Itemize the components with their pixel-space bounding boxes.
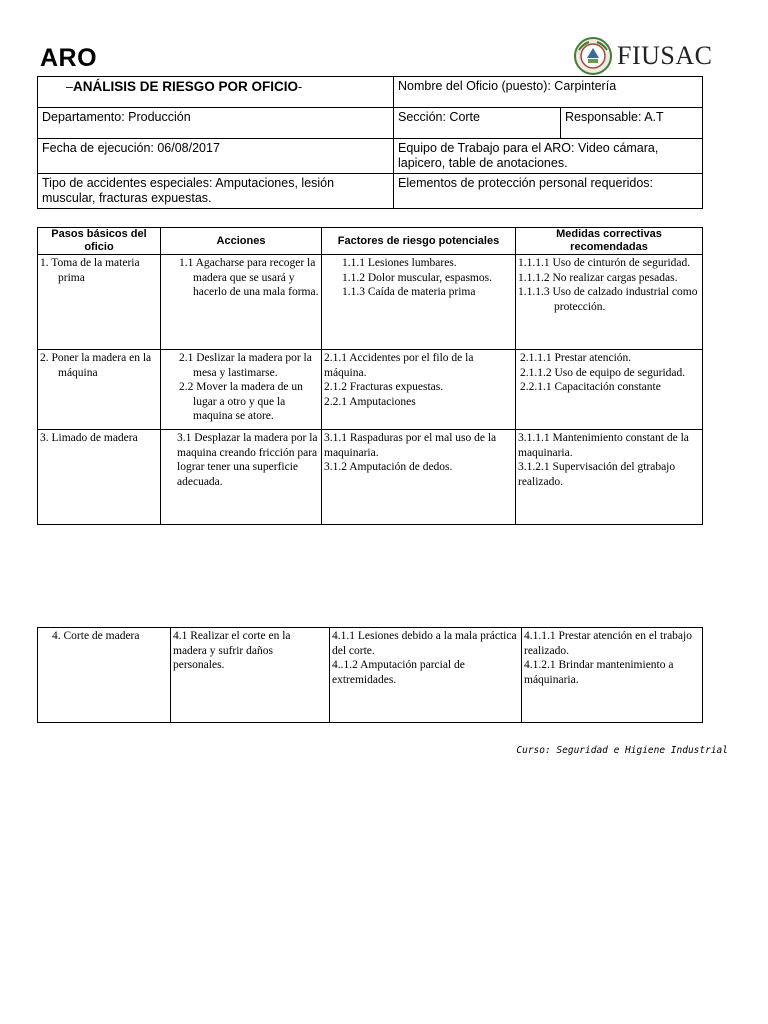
risk-item: 4.1.1 Lesiones debido a la mala práctica del corte.	[332, 630, 517, 657]
action-item: 2.1 Deslizar la madera por la mesa y lastimarse.	[179, 352, 312, 379]
risks-cell	[330, 628, 522, 723]
risks-cell	[322, 430, 516, 525]
special-accidents-cell: Tipo de accidentes especiales: Amputaciones, lesión muscular, fracturas expuestas.	[38, 174, 394, 209]
measure-item: 1.1.1.2 No realizar cargas pesadas.	[518, 271, 678, 284]
job-name-cell: Nombre del Oficio (puesto): Carpintería	[394, 77, 703, 108]
responsible-cell: Responsable: A.T	[561, 108, 703, 139]
fiusac-logo	[573, 34, 733, 78]
university-seal-icon	[573, 36, 613, 76]
risk-item: 2.2.1 Amputaciones	[324, 395, 416, 408]
execution-date-cell: Fecha de ejecución: 06/08/2017	[38, 139, 394, 174]
risks-cell	[322, 255, 516, 350]
department-cell: Departamento: Producción	[38, 108, 394, 139]
analysis-title: ANÁLISIS DE RIESGO POR OFICIO	[72, 79, 298, 94]
column-header-actions: Acciones	[161, 228, 322, 255]
logo-text: FIUSAC	[617, 41, 713, 70]
risk-item: 1.1.2 Dolor muscular, espasmos.	[342, 271, 492, 284]
risk-analysis-table-continued	[37, 627, 703, 723]
protection-elements-cell: Elementos de protección personal requeridos:	[394, 174, 703, 209]
table-row	[38, 350, 703, 430]
risk-item: 4..1.2 Amputación parcial de extremidades.	[332, 659, 465, 686]
analysis-title-cell	[38, 77, 394, 108]
step-cell: 1. Toma de la materia prima	[38, 255, 161, 350]
column-header-risks: Factores de riesgo potenciales	[322, 228, 516, 255]
measure-item: 3.1.1.1 Mantenimiento constant de la maquinaria.	[518, 432, 689, 459]
document-title: ARO	[40, 44, 98, 72]
risk-item: 1.1.1 Lesiones lumbares.	[342, 257, 457, 269]
measure-item: 2.1.1.2 Uso de equipo de seguridad.	[520, 366, 686, 379]
actions-cell	[161, 255, 322, 350]
title-prefix: –	[66, 80, 73, 94]
actions-cell	[161, 430, 322, 525]
actions-cell	[161, 350, 322, 430]
work-equipment-cell: Equipo de Trabajo para el ARO: Video cámara, lapicero, table de anotaciones.	[394, 139, 703, 174]
title-suffix: -	[297, 80, 303, 94]
measure-item: 4.1.1.1 Prestar atención en el trabajo realizado.	[524, 630, 692, 657]
action-item: 3.1 Desplazar la madera por la maquina creando fricción para lograr tener una superficie adecuada.	[177, 432, 318, 488]
table-row	[38, 430, 703, 525]
measure-item: 1.1.1.1 Uso de cinturón de seguridad.	[518, 257, 691, 269]
measure-item: 1.1.1.3 Uso de calzado industrial como protección.	[518, 286, 698, 313]
step-cell: 2. Poner la madera en la máquina	[38, 350, 161, 430]
risk-item: 2.1.1 Accidentes por el filo de la máquina.	[324, 352, 474, 379]
column-header-steps: Pasos básicos del oficio	[38, 228, 161, 255]
measures-cell	[516, 430, 703, 525]
actions-cell	[171, 628, 330, 723]
table-row	[38, 255, 703, 350]
measures-cell	[516, 350, 703, 430]
section-cell: Sección: Corte	[394, 108, 561, 139]
risk-item: 3.1.1 Raspaduras por el mal uso de la maquinaria.	[324, 432, 497, 459]
measure-item: 3.1.2.1 Supervisación del gtrabajo realizado.	[518, 461, 676, 488]
step-cell: 3. Limado de madera	[38, 430, 161, 525]
risks-cell	[322, 350, 516, 430]
risk-analysis-table	[37, 227, 703, 525]
course-footer: Curso: Seguridad e Higiene Industrial	[516, 745, 728, 756]
measure-item: 2.2.1.1 Capacitación constante	[520, 381, 661, 393]
column-header-measures: Medidas correctivas recomendadas	[516, 228, 703, 255]
step-cell: 4. Corte de madera	[38, 628, 171, 723]
risk-item: 2.1.2 Fracturas expuestas.	[324, 381, 444, 393]
measure-item: 4.1.2.1 Brindar mantenimiento a máquinaria.	[524, 659, 674, 686]
table-row	[38, 628, 703, 723]
aro-info-table	[37, 76, 703, 209]
measures-cell	[522, 628, 703, 723]
action-item: 4.1 Realizar el corte en la madera y sufrir daños personales.	[173, 630, 291, 671]
measure-item: 2.1.1.1 Prestar atención.	[520, 352, 632, 364]
risk-item: 3.1.2 Amputación de dedos.	[324, 461, 453, 473]
measures-cell	[516, 255, 703, 350]
action-item: 2.2 Mover la madera de un lugar a otro y que la maquina se atore.	[179, 381, 303, 422]
risk-item: 1.1.3 Caída de materia prima	[342, 286, 476, 298]
action-item: 1.1 Agacharse para recoger la madera que se usará y hacerlo de una mala forma.	[179, 257, 319, 298]
